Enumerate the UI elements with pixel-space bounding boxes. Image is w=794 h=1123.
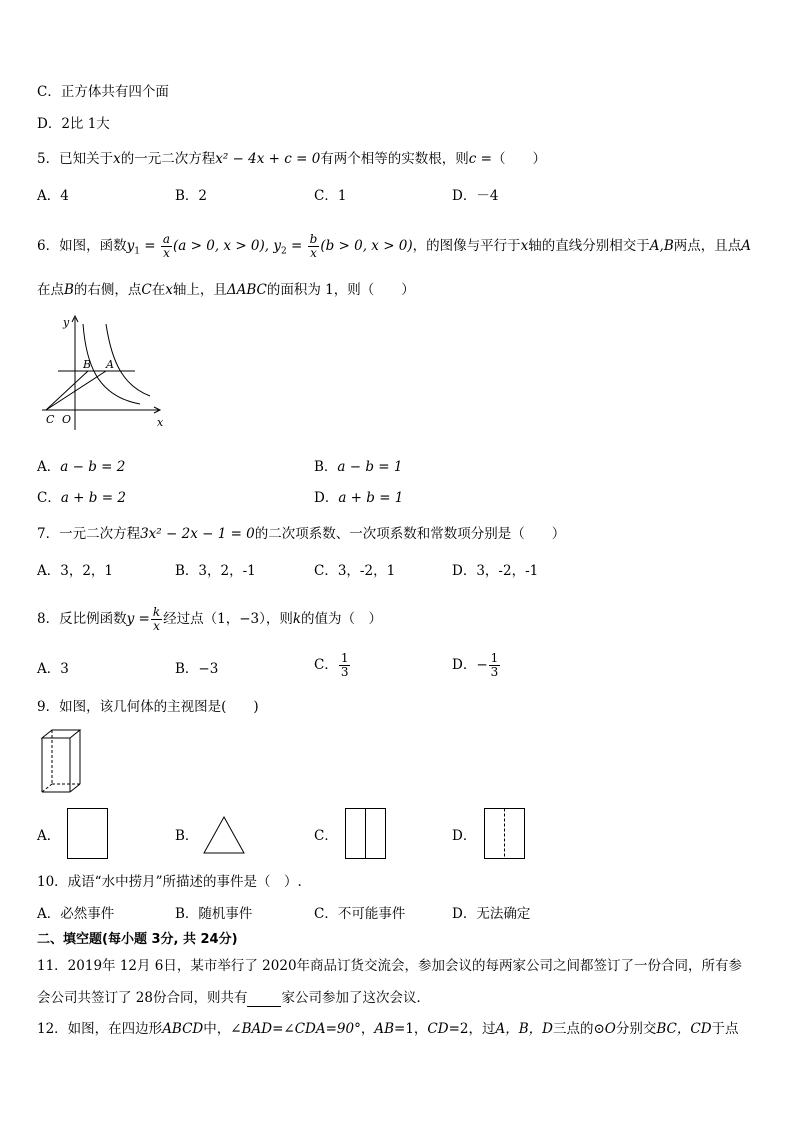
q9-option-d-figure[interactable] [484, 808, 526, 860]
q8-option-c[interactable]: C． $\frac{1}{3}$ [314, 651, 349, 679]
figure-6-graph [40, 312, 170, 432]
question-11-line2: 会公司共签订了 28份合同，则共有 家公司参加了这次会议． [37, 990, 430, 1006]
q6-option-a[interactable]: A．a − b = 2 [37, 459, 126, 475]
fig6-label-c: C [46, 413, 55, 426]
question-11-line1: 11．2019年 12月 6日，某市举行了 2020年商品订货交流会，参加会议的每两家公司之间都签订了一份合同，所有参 [37, 958, 743, 974]
q10-option-c[interactable]: C．不可能事件 [314, 906, 406, 922]
question-8: 8．反比例函数y = $\frac{k}{x}$ 经过点（1，−3），则k的值为（ ） [37, 605, 383, 633]
answer-blank[interactable] [247, 992, 281, 1007]
fig6-label-b: B [83, 358, 92, 371]
q9-option-c-figure[interactable] [345, 808, 387, 860]
figure-9-prism [40, 728, 85, 796]
fig6-label-x: x [157, 416, 164, 429]
question-5: 5．已知关于x的一元二次方程x² − 4x + c = 0有两个相等的实数根，则c =（ ） [37, 151, 546, 167]
q6-option-d[interactable]: D．a + b = 1 [314, 490, 404, 506]
option-d-prev: D．2比 1大 [37, 116, 110, 132]
fig6-label-o: O [62, 413, 72, 426]
q9-option-b-figure[interactable] [203, 816, 245, 854]
q6-option-b[interactable]: B．a − b = 1 [314, 459, 403, 475]
q7-option-d[interactable]: D．3，-2，-1 [452, 563, 539, 579]
q9-option-c[interactable]: C． [314, 828, 338, 844]
fig6-label-a: A [106, 358, 114, 371]
q8-option-d[interactable]: D．− $\frac{1}{3}$ [452, 651, 499, 679]
q5-option-d[interactable]: D．－4 [452, 188, 499, 204]
question-7: 7．一元二次方程3x² − 2x − 1 = 0的二次项系数、一次项系数和常数项分别是（ ） [37, 526, 566, 542]
question-10: 10．成语“水中捞月”所描述的事件是（ ）. [37, 874, 302, 890]
q9-option-d[interactable]: D． [452, 828, 477, 844]
q6-option-c[interactable]: C．a + b = 2 [37, 490, 126, 506]
q9-option-b[interactable]: B． [175, 828, 199, 844]
question-6-line1: 6．如图，函数$y_1$ = $\frac{a}{x}$ (a > 0, x > 0), $y_2$ = $\frac{b}{x}$ (b > 0, x > 0)，的图像与平行于x轴的直线分别相交于A,B两点，且点A [37, 232, 752, 260]
q9-option-a-figure[interactable] [67, 808, 109, 860]
q9-option-a[interactable]: A． [37, 828, 61, 844]
question-6-line2: 在点B的右侧，点C在x轴上，且ΔABC的面积为 1，则（ ） [37, 282, 415, 298]
question-9: 9．如图，该几何体的主视图是( ) [37, 699, 259, 715]
q10-option-b[interactable]: B．随机事件 [175, 906, 253, 922]
q7-option-a[interactable]: A．3，2，1 [37, 563, 114, 579]
q5-option-b[interactable]: B．2 [175, 188, 208, 204]
q8-option-b[interactable]: B．−3 [175, 661, 219, 677]
q7-option-c[interactable]: C．3，-2，1 [314, 563, 396, 579]
q8-option-a[interactable]: A．3 [37, 661, 69, 677]
fig6-label-y: y [63, 316, 70, 329]
question-12: 12．如图，在四边形ABCD中，∠BAD=∠CDA=90°，AB=1，CD=2，过A，B，D三点的⊙O分别交BC，CD于点 [37, 1021, 739, 1037]
q10-option-a[interactable]: A．必然事件 [37, 906, 115, 922]
section-fill-blank-title: 二、填空题(每小题 3分, 共 24分) [37, 932, 238, 947]
q7-option-b[interactable]: B．3，2，-1 [175, 563, 256, 579]
q10-option-d[interactable]: D．无法确定 [452, 906, 531, 922]
q5-option-a[interactable]: A．4 [37, 188, 69, 204]
q5-option-c[interactable]: C．1 [314, 188, 347, 204]
option-c-prev: C．正方体共有四个面 [37, 84, 169, 100]
